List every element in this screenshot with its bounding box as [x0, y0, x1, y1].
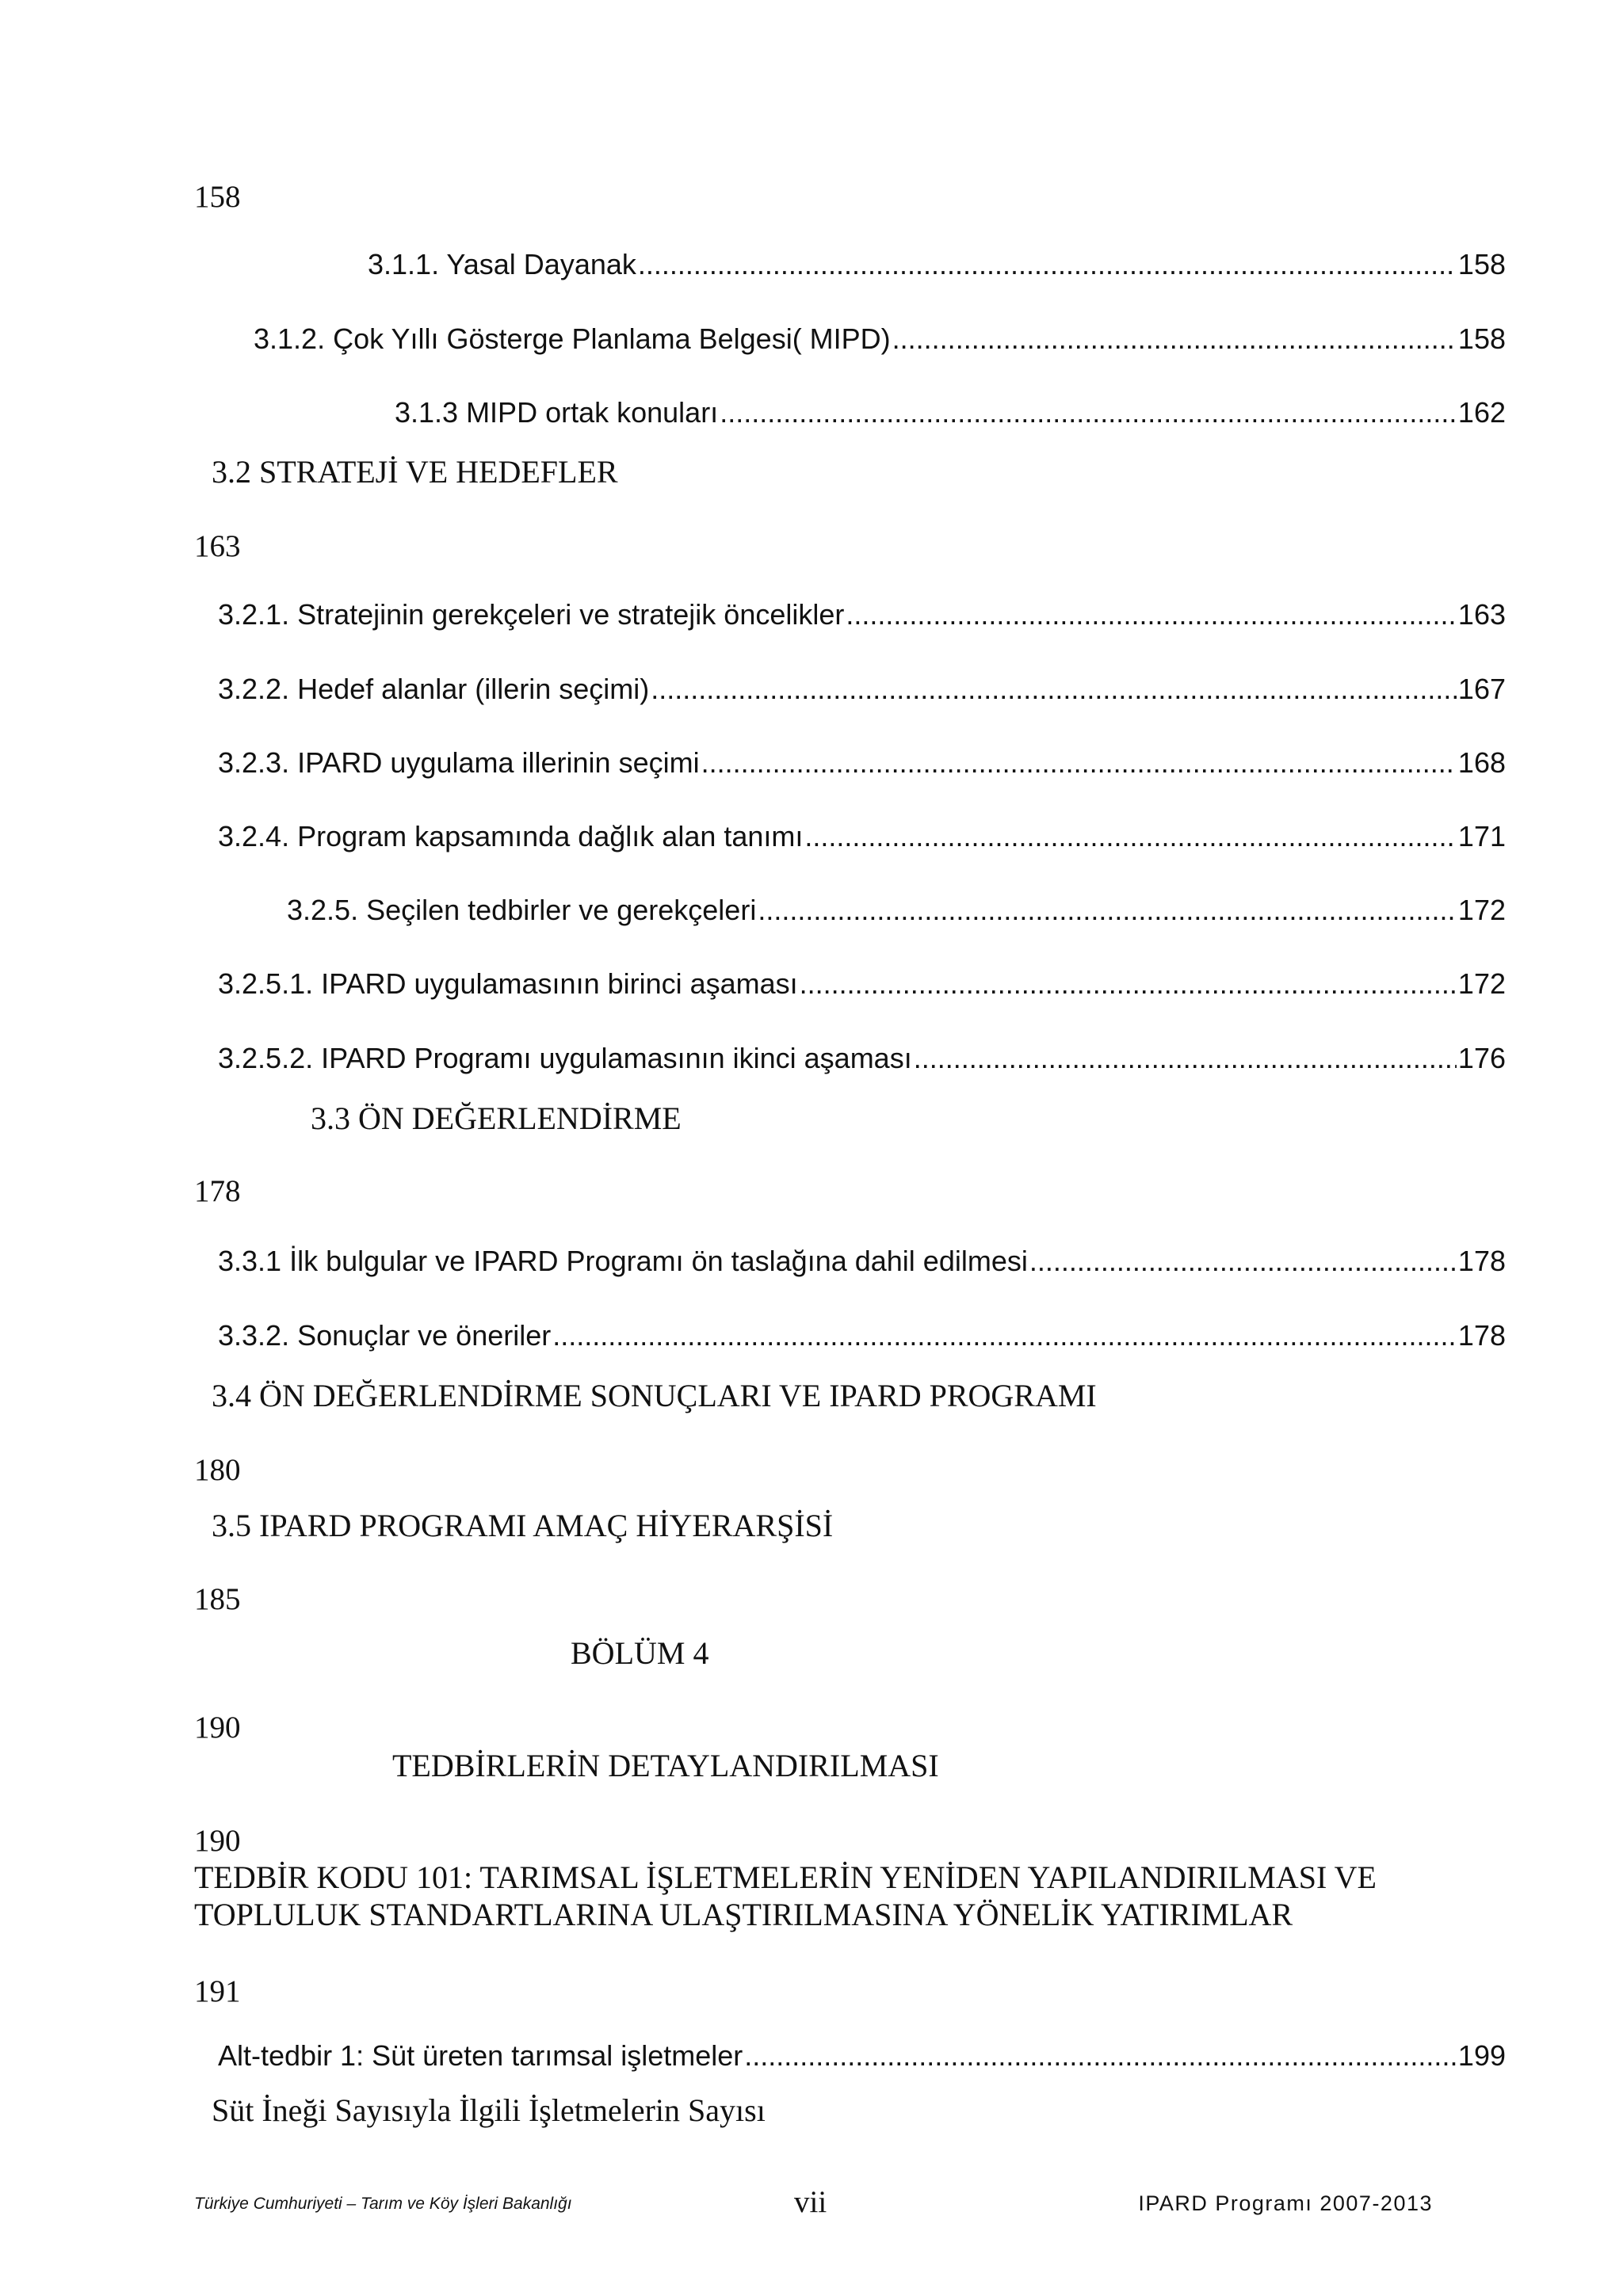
toc-entry[interactable] [218, 1038, 1506, 1076]
toc-leader-dots [800, 967, 1457, 1001]
toc-entry-page: 172 [1457, 894, 1506, 926]
toc-entry-title: 3.1.3 MIPD ortak konuları [395, 396, 719, 429]
toc-entry-page: 163 [1457, 598, 1506, 631]
toc-entry-title: 3.1.1. Yasal Dayanak [368, 248, 636, 280]
page-number-ref: 158 [194, 180, 241, 214]
toc-leader-dots [804, 819, 1457, 854]
page-number-ref: 163 [194, 529, 241, 563]
toc-leader-dots [846, 597, 1457, 632]
toc-leader-dots [638, 247, 1457, 282]
section-heading: 3.3 ÖN DEĞERLENDİRME [311, 1100, 682, 1136]
footer-ministry: Türkiye Cumhuriyeti – Tarım ve Köy İşleri Bakanlığı [194, 2195, 572, 2213]
page-number-ref: 178 [194, 1174, 241, 1208]
measure-heading-line-2: TOPLULUK STANDARTLARINA ULAŞTIRILMASINA YÖNELİK YATIRIMLAR [194, 1897, 1293, 1932]
toc-leader-dots [720, 395, 1457, 430]
toc-leader-dots [552, 1318, 1457, 1353]
toc-entry[interactable] [218, 742, 1506, 780]
toc-entry[interactable] [395, 392, 1506, 430]
toc-leader-dots [1029, 1244, 1457, 1279]
footer-page-number: vii [794, 2185, 827, 2219]
page-number-ref: 190 [194, 1824, 241, 1858]
toc-entry-page: 168 [1457, 746, 1506, 779]
page-number-ref: 180 [194, 1453, 241, 1487]
page-number-ref: 190 [194, 1711, 241, 1745]
toc-entry[interactable] [218, 816, 1506, 854]
footer-program-title: IPARD Programı 2007-2013 [1138, 2191, 1433, 2215]
toc-entry[interactable] [218, 963, 1506, 1001]
page-number-ref: 191 [194, 1974, 241, 2008]
toc-leader-dots [914, 1041, 1457, 1076]
section-heading: 3.4 ÖN DEĞERLENDİRME SONUÇLARI VE IPARD PROGRAMI [212, 1378, 1097, 1413]
toc-entry-title: 3.3.2. Sonuçlar ve öneriler [218, 1319, 552, 1352]
toc-entry[interactable] [218, 669, 1506, 707]
toc-entry-page: 162 [1457, 396, 1506, 429]
toc-entry-title: 3.2.5.2. IPARD Programı uygulamasının ikinci aşaması [218, 1042, 912, 1074]
toc-entry-title: 3.2.5.1. IPARD uygulamasının birinci aşaması [218, 967, 798, 1000]
toc-entry-page: 178 [1457, 1245, 1506, 1277]
toc-entry[interactable] [218, 1241, 1506, 1279]
toc-leader-dots [744, 2039, 1457, 2073]
toc-entry[interactable] [218, 594, 1506, 632]
toc-entry[interactable] [218, 1315, 1506, 1353]
section-heading: 3.2 STRATEJİ VE HEDEFLER [212, 454, 618, 490]
toc-entry-title: 3.2.2. Hedef alanlar (illerin seçimi) [218, 673, 650, 705]
toc-entry-page: 171 [1457, 820, 1506, 852]
toc-entry[interactable] [218, 2035, 1506, 2073]
toc-entry-page: 199 [1457, 2039, 1506, 2072]
toc-entry-page: 178 [1457, 1319, 1506, 1352]
page-number-ref: 185 [194, 1582, 241, 1616]
toc-entry-title: 3.1.2. Çok Yıllı Gösterge Planlama Belgesi( MIPD) [254, 322, 891, 355]
toc-entry-title: 3.2.4. Program kapsamında dağlık alan tanımı [218, 820, 804, 852]
chapter-subheading: TEDBİRLERİN DETAYLANDIRILMASI [392, 1748, 939, 1783]
toc-entry-title: 3.2.5. Seçilen tedbirler ve gerekçeleri [287, 894, 757, 926]
toc-entry-title: Alt-tedbir 1: Süt üreten tarımsal işletmeler [218, 2039, 743, 2072]
toc-leader-dots [651, 672, 1457, 707]
toc-entry[interactable] [254, 318, 1506, 357]
toc-entry-title: 3.2.1. Stratejinin gerekçeleri ve stratejik öncelikler [218, 598, 845, 631]
toc-leader-dots [701, 746, 1457, 780]
toc-entry-page: 172 [1457, 967, 1506, 1000]
toc-entry-title: 3.3.1 İlk bulgular ve IPARD Programı ön taslağına dahil edilmesi [218, 1245, 1028, 1277]
toc-entry-page: 158 [1457, 322, 1506, 355]
measure-heading-line-1: TEDBİR KODU 101: TARIMSAL İŞLETMELERİN YENİDEN YAPILANDIRILMASI VE [194, 1859, 1377, 1895]
toc-entry[interactable] [287, 890, 1506, 928]
toc-leader-dots [892, 322, 1457, 357]
table-caption: Süt İneği Sayısıyla İlgili İşletmelerin Sayısı [212, 2092, 766, 2128]
toc-entry-page: 158 [1457, 248, 1506, 280]
section-heading: 3.5 IPARD PROGRAMI AMAÇ HİYERARŞİSİ [212, 1508, 834, 1543]
toc-leader-dots [758, 893, 1457, 928]
toc-entry-page: 167 [1457, 673, 1506, 705]
toc-entry-page: 176 [1457, 1042, 1506, 1074]
chapter-heading: BÖLÜM 4 [571, 1635, 709, 1671]
toc-entry[interactable] [368, 244, 1506, 282]
toc-entry-title: 3.2.3. IPARD uygulama illerinin seçimi [218, 746, 700, 779]
